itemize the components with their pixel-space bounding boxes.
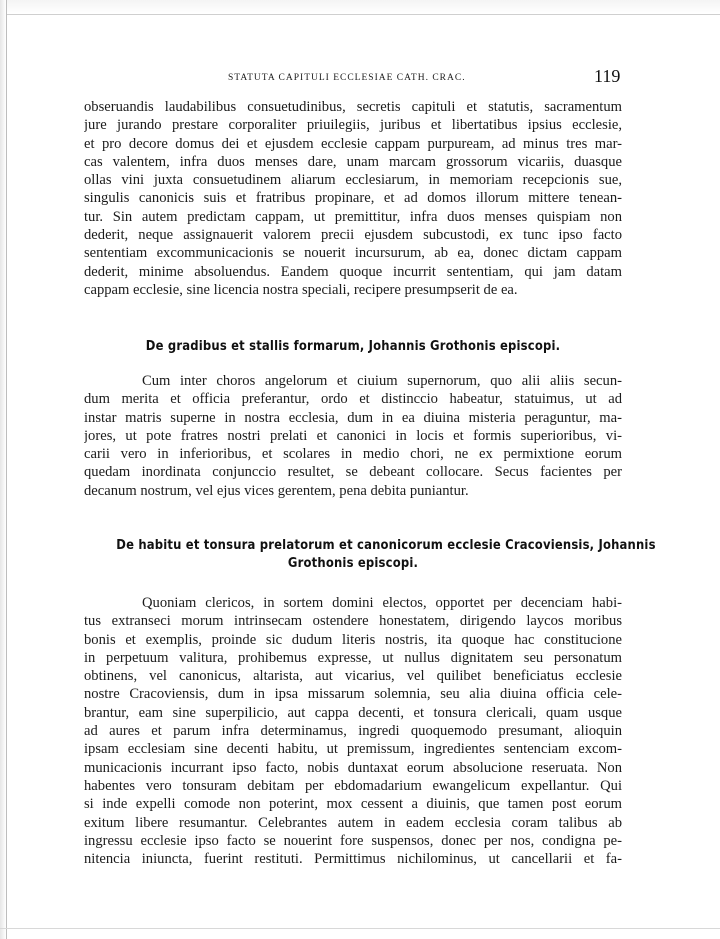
text-line: dederit, minime absoluendus. Eandem quoque incurrit sententiam, qui jam datam (84, 263, 622, 280)
heading-line: Grothonis episcopi. (287, 556, 419, 571)
section-heading-1 (116, 338, 589, 356)
text-line: Quoniam clericos, in sortem domini electos, opportet per decenciam habi- (142, 595, 622, 611)
paragraph-3 (84, 594, 622, 868)
text-line: quedam inordinata conjunccio resultet, se debeant collocare. Secus facientes per (84, 464, 622, 481)
text-line: tus extranseci morum intrinsecam ostendere honestatem, dirigendo laycos moribus (84, 613, 622, 630)
text-line: decanum nostrum, vel ejus vices gerentem, pena debita puniantur. (84, 482, 469, 499)
text-line: brantur, eam sine superpilicio, aut cappa decenti, et tonsura clericali, quam usque (84, 704, 622, 721)
text-line: cas valentem, infra duos menses dare, unam marcam grossorum vicariis, duasque (84, 153, 622, 170)
text-line: ad aures et parum infra determinamus, ingredi quoquemodo presumant, alioquin (84, 723, 622, 740)
text-line: nostre Cracoviensis, dum in ipsa missarum solemnia, seu alia diuina officia cele- (84, 686, 622, 703)
text-line: exitum libere resumantur. Celebrantes autem in eadem ecclesia coram talibus ab (84, 814, 622, 831)
text-line: ipsam ecclesiam sine decenti habitu, ut premissum, ingredientes sentenciam excom- (84, 741, 622, 758)
text-line: nitencia iniuncta, fuerint restituti. Permittimus nichilominus, ut cancellarii et fa- (84, 851, 622, 868)
text-line: dum merita et officia preferantur, ordo et distinccio habeatur, statuimus, ut ad (84, 391, 622, 408)
text-line: et pro decore domus dei et ejusdem ecclesie cappam purpuream, ad minus tres mar- (84, 135, 622, 152)
running-head: STATUTA CAPITULI ECCLESIAE CATH. CRAC. (228, 73, 466, 83)
paragraph-1 (84, 98, 622, 299)
text-line: in perpetuum valitura, prohibemus expresse, ut nullus dignitatem seu personatum (84, 649, 622, 666)
text-line: habentes vero tonsuram debitam per ebdomadarium ewangelicum expellantur. Qui (84, 777, 622, 794)
text-line: bonis et exemplis, proinde sic dudum literis nostris, ita quoque hac constitucione (84, 631, 622, 648)
heading-line: De habitu et tonsura prelatorum et canonicorum ecclesie Cracoviensis, Johannis (116, 538, 656, 553)
page-binding-edge (0, 0, 7, 939)
text-line: dederit, neque assignauerit valorem precii ejusdem subcustodi, ex tunc ipso facto (84, 227, 622, 244)
text-line: carii vero in inferioribus, et scolares in medio chori, ne ex permixtione eorum (84, 446, 622, 463)
text-line: jure jurando prestare corporaliter priuilegiis, juribus et libertatibus ipsius ecclesie, (84, 117, 622, 134)
heading-line: De gradibus et stallis formarum, Johannis Grothonis episcopi. (145, 339, 561, 354)
text-line: jores, ut pote fratres nostri prelati et canonici in locis et formis superioribus, vi- (84, 427, 622, 444)
text-line: singulis canonicis suis et fratribus propinare, et ad domos illorum mittere tenean- (84, 190, 622, 207)
text-line: si inde expelli comode non poterint, mox cessent a diuinis, que tamen post eorum (84, 796, 622, 813)
text-line: municacionis incurrant ipso facto, nobis duntaxat eorum absolucione reseruata. Non (84, 759, 622, 776)
page-number: 119 (594, 66, 621, 86)
text-line: sententiam excommunicacionis se nouerit incursurum, ab ea, donec dictam cappam (84, 245, 622, 262)
page-top-edge (0, 0, 720, 15)
text-line: obtinens, vel canonicus, altarista, aut vicarius, vel quilibet beneficiatus ecclesie (84, 668, 622, 685)
paragraph-2 (84, 372, 622, 500)
text-line: instar matris superne in nostra ecclesia, dum in ea diuina misteria peraguntur, ma- (84, 409, 622, 426)
text-line: ollas vini juxta consuetudinem aliarum ecclesiarum, in memoriam recepcionis sue, (84, 172, 622, 189)
text-line: Cum inter choros angelorum et ciuium supernorum, quo alii aliis secun- (142, 373, 622, 389)
text-line: cappam ecclesie, sine licencia nostra speciali, recipere presumpserit de ea. (84, 281, 518, 298)
text-line: tur. Sin autem predictam cappam, ut premittitur, infra duos menses quispiam non (84, 208, 622, 225)
page-bottom-edge (0, 928, 720, 929)
text-line: ingressu ecclesie ipso facto se nouerint fore suspensos, donec per nos, condigna pe- (84, 832, 622, 849)
text-line: obseruandis laudabilibus consuetudinibus, secretis capituli et statutis, sacramentum (84, 99, 622, 115)
section-heading-2 (116, 537, 656, 573)
